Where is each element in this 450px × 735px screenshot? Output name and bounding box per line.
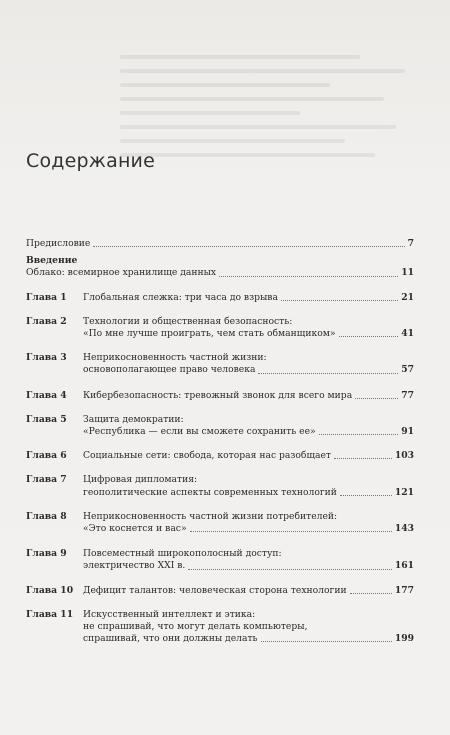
toc-entry-chapter-5[interactable]	[26, 414, 414, 438]
page-number: 199	[394, 633, 414, 645]
page-number: 103	[394, 450, 414, 462]
toc-entry-chapter-2[interactable]	[26, 316, 414, 340]
chapter-number: Глава 8	[26, 510, 67, 522]
chapter-title-line: Повсеместный широкополосный доступ:	[83, 548, 282, 560]
chapter-number: Глава 4	[26, 389, 67, 401]
chapter-title-line: Технологии и общественная безопасность:	[83, 315, 293, 327]
toc-entry-chapter-7[interactable]	[26, 474, 414, 498]
page-title: Содержание	[26, 150, 155, 172]
toc-entry-chapter-10[interactable]	[26, 585, 414, 597]
page-number: 77	[401, 389, 414, 401]
chapter-number: Глава 5	[26, 413, 67, 425]
chapter-number: Глава 11	[26, 608, 74, 620]
section-heading: Введение	[26, 255, 78, 267]
toc-entry-label: Облако: всемирное хранилище данных	[26, 267, 217, 279]
dot-leader	[188, 569, 391, 570]
chapter-title-line: Неприкосновенность частной жизни потребителей:	[83, 510, 338, 522]
page-number: 91	[401, 426, 414, 438]
show-through-text	[120, 55, 420, 195]
chapter-title-line: Защита демократии:	[83, 413, 184, 425]
chapter-number: Глава 9	[26, 548, 67, 560]
toc-entry-chapter-9[interactable]	[26, 548, 414, 572]
chapter-title-line: «Республика — если вы сможете сохранить ее»	[83, 426, 316, 438]
chapter-title-line: Кибербезопасность: тревожный звонок для всего мира	[83, 389, 353, 401]
page-number: 21	[401, 291, 414, 303]
chapter-number: Глава 3	[26, 352, 67, 364]
toc-entry-chapter-8[interactable]	[26, 511, 414, 535]
chapter-title-line: Искусственный интеллект и этика:	[83, 608, 256, 620]
chapter-title-line: «Это коснется и вас»	[83, 523, 187, 535]
chapter-number: Глава 10	[26, 584, 74, 596]
page-number: 7	[407, 238, 414, 249]
toc-entry-intro[interactable]	[26, 255, 414, 279]
page-number: 161	[394, 560, 414, 572]
dot-leader	[340, 495, 392, 496]
chapter-title-line: спрашивай, что они должны делать	[83, 633, 258, 645]
chapter-number: Глава 6	[26, 450, 67, 462]
dot-leader	[350, 593, 392, 594]
chapter-title-line: Цифровая дипломатия:	[83, 474, 198, 486]
dot-leader	[93, 246, 404, 247]
chapter-title-line: Неприкосновенность частной жизни:	[83, 352, 267, 364]
dot-leader	[319, 434, 399, 435]
chapter-title-line: Дефицит талантов: человеческая сторона технологии	[83, 584, 347, 596]
chapter-title-line: электричество XXI в.	[83, 560, 186, 572]
page-number: 57	[401, 364, 414, 376]
chapter-list	[26, 292, 414, 646]
chapter-title-line: геополитические аспекты современных технологий	[83, 486, 337, 498]
toc-entry-preface[interactable]	[26, 238, 414, 250]
chapter-title-line: Социальные сети: свобода, которая нас разобщает	[83, 450, 331, 462]
toc-entry-chapter-1[interactable]	[26, 292, 414, 304]
dot-leader	[261, 641, 392, 642]
dot-leader	[334, 458, 392, 459]
chapter-number: Глава 7	[26, 474, 67, 486]
dot-leader	[219, 276, 398, 277]
chapter-title-line: не спрашивай, что могут делать компьютеры,	[83, 621, 308, 633]
page-number: 121	[394, 486, 414, 498]
chapter-number: Глава 2	[26, 315, 67, 327]
page-number: 143	[394, 523, 414, 535]
chapter-title-line: «По мне лучше проиграть, чем стать обманщиком»	[83, 328, 336, 340]
dot-leader	[190, 531, 392, 532]
page-number: 11	[401, 267, 414, 279]
dot-leader	[355, 398, 398, 399]
toc-entry-chapter-4[interactable]	[26, 390, 414, 402]
page-number: 41	[401, 328, 414, 340]
toc-entry-chapter-6[interactable]	[26, 450, 414, 462]
toc-entry-label: Предисловие	[26, 238, 91, 249]
dot-leader	[258, 373, 398, 374]
table-of-contents	[26, 238, 414, 645]
page-number: 177	[394, 584, 414, 596]
chapter-number: Глава 1	[26, 291, 67, 303]
toc-entry-chapter-3[interactable]	[26, 352, 414, 376]
toc-entry-chapter-11[interactable]	[26, 609, 414, 646]
dot-leader	[339, 336, 399, 337]
chapter-title-line: Глобальная слежка: три часа до взрыва	[83, 291, 278, 303]
dot-leader	[281, 300, 398, 301]
chapter-title-line: основополагающее право человека	[83, 364, 256, 376]
